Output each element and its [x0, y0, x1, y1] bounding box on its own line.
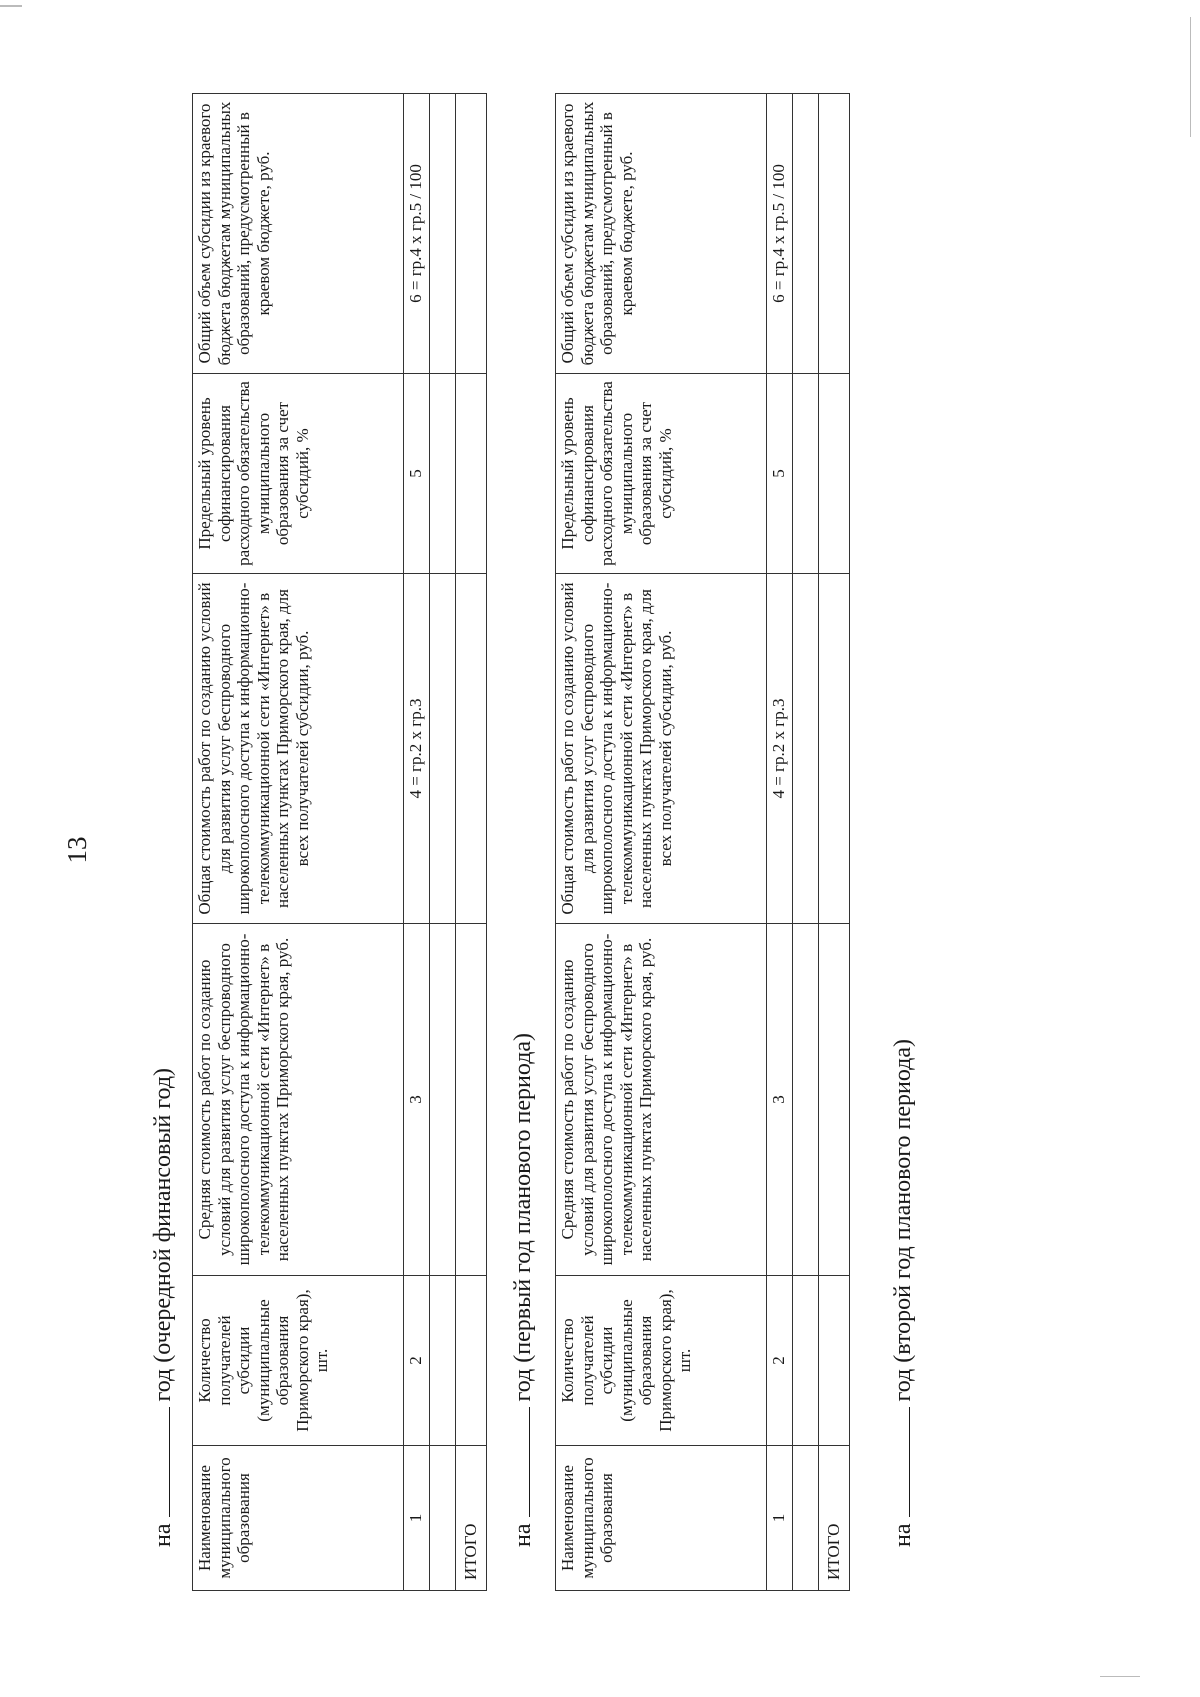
empty-cell — [793, 1276, 819, 1446]
empty-cell — [430, 924, 456, 1276]
empty-cell — [793, 574, 819, 924]
scan-edge-mark — [1100, 1676, 1140, 1677]
header-cell: Предельный уровень софинансирования расходного обязательства муниципального образования за счет субсидий, % — [556, 374, 767, 574]
blank-year-line — [168, 1408, 170, 1518]
empty-cell — [793, 94, 819, 374]
column-number-cell: 5 — [404, 374, 430, 574]
scan-edge-mark — [1190, 17, 1191, 137]
column-number-cell: 1 — [404, 1446, 430, 1591]
column-number-cell: 1 — [767, 1446, 793, 1591]
empty-data-row — [430, 94, 456, 1591]
empty-cell — [793, 1446, 819, 1591]
subsidy-table-first-planning-year — [555, 93, 850, 1591]
empty-cell — [430, 574, 456, 924]
caption-prefix: на — [150, 1523, 176, 1547]
header-cell: Общая стоимость работ по созданию условий для развития услуг беспроводного широкополосного доступа к информационно-телекоммуникационной сети «Интернет» в населенных пунктах Приморского края, для всех получателей субсидии, руб. — [193, 574, 404, 924]
blank-year-line — [528, 1408, 530, 1518]
column-number-cell: 4 = гр.2 х гр.3 — [767, 574, 793, 924]
caption-second-planning-year — [890, 1039, 917, 1547]
empty-cell — [793, 374, 819, 574]
caption-current-year — [150, 1068, 177, 1547]
column-number-cell: 3 — [404, 924, 430, 1276]
caption-suffix: год (первый год планового периода) — [510, 1032, 536, 1402]
total-row — [819, 94, 850, 1591]
subsidy-table-current-year — [192, 93, 487, 1591]
column-number-cell: 2 — [404, 1276, 430, 1446]
caption-prefix: на — [890, 1523, 916, 1547]
empty-cell — [819, 574, 850, 924]
caption-prefix: на — [510, 1523, 536, 1547]
blank-year-line — [908, 1408, 910, 1518]
empty-cell — [430, 374, 456, 574]
page-number: 13 — [62, 836, 92, 864]
empty-cell — [819, 374, 850, 574]
empty-cell — [456, 374, 487, 574]
total-row — [456, 94, 487, 1591]
table-header-row — [193, 94, 404, 1591]
column-number-cell: 3 — [767, 924, 793, 1276]
header-cell: Общий объем субсидии из краевого бюджета бюджетам муниципальных образований, предусмотренный в краевом бюджете, руб. — [193, 94, 404, 374]
column-number-row — [404, 94, 430, 1591]
header-cell: Количество получателей субсидии (муниципальные образования Приморского края), шт. — [556, 1276, 767, 1446]
caption-suffix: год (очередной финансовый год) — [150, 1067, 176, 1402]
caption-suffix: год (второй год планового периода) — [890, 1038, 916, 1402]
column-number-cell: 5 — [767, 374, 793, 574]
empty-cell — [819, 94, 850, 374]
header-cell: Наименование муниципального образования — [193, 1446, 404, 1591]
empty-cell — [456, 924, 487, 1276]
header-cell: Предельный уровень софинансирования расходного обязательства муниципального образования за счет субсидий, % — [193, 374, 404, 574]
column-number-cell: 2 — [767, 1276, 793, 1446]
header-cell: Средняя стоимость работ по созданию условий для развития услуг беспроводного широкополосного доступа к информационно-телекоммуникационной сети «Интернет» в населенных пунктах Приморского края, руб. — [193, 924, 404, 1276]
total-label: ИТОГО — [456, 1446, 487, 1591]
empty-data-row — [793, 94, 819, 1591]
total-label: ИТОГО — [819, 1446, 850, 1591]
empty-cell — [430, 1276, 456, 1446]
empty-cell — [819, 1276, 850, 1446]
empty-cell — [456, 1276, 487, 1446]
caption-first-planning-year — [510, 1033, 537, 1547]
table-header-row — [556, 94, 767, 1591]
header-cell: Общая стоимость работ по созданию условий для развития услуг беспроводного широкополосного доступа к информационно-телекоммуникационной сети «Интернет» в населенных пунктах Приморского края, для всех получателей субсидии, руб. — [556, 574, 767, 924]
column-number-row — [767, 94, 793, 1591]
empty-cell — [430, 1446, 456, 1591]
empty-cell — [793, 924, 819, 1276]
header-cell: Общий объем субсидии из краевого бюджета бюджетам муниципальных образований, предусмотренный в краевом бюджете, руб. — [556, 94, 767, 374]
column-number-cell: 6 = гр.4 х гр.5 / 100 — [404, 94, 430, 374]
header-cell: Количество получателей субсидии (муниципальные образования Приморского края), шт. — [193, 1276, 404, 1446]
column-number-cell: 6 = гр.4 х гр.5 / 100 — [767, 94, 793, 374]
scan-edge-mark — [0, 5, 22, 7]
column-number-cell: 4 = гр.2 х гр.3 — [404, 574, 430, 924]
empty-cell — [430, 94, 456, 374]
empty-cell — [819, 924, 850, 1276]
empty-cell — [456, 574, 487, 924]
header-cell: Средняя стоимость работ по созданию условий для развития услуг беспроводного широкополосного доступа к информационно-телекоммуникационной сети «Интернет» в населенных пунктах Приморского края, руб. — [556, 924, 767, 1276]
header-cell: Наименование муниципального образования — [556, 1446, 767, 1591]
empty-cell — [456, 94, 487, 374]
